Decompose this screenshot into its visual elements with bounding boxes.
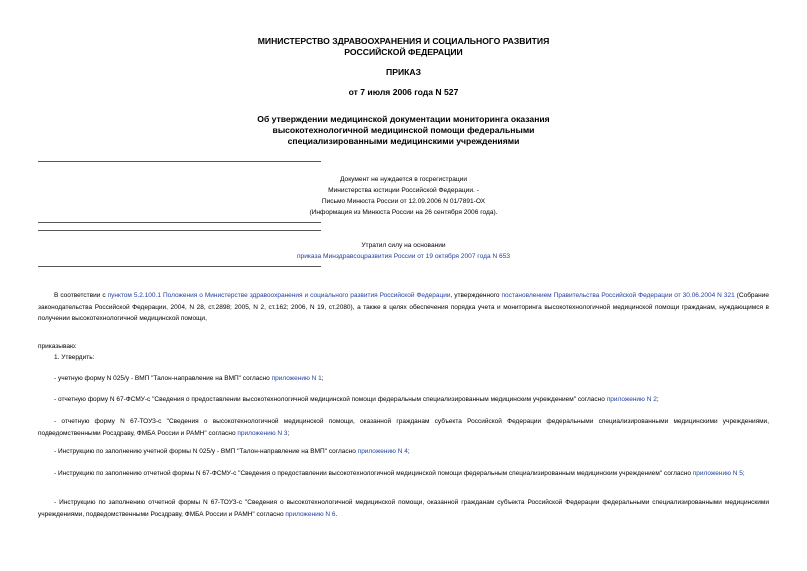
- doc-title-line-3: специализированными медицинскими учреждениями: [287, 136, 520, 146]
- ministry-line-2: РОССИЙСКОЙ ФЕДЕРАЦИИ: [344, 47, 463, 57]
- regulation-link[interactable]: пунктом 5.2.100.1 Положения о Министерстве здравоохранения и социального развития Российской Федерации: [107, 292, 451, 299]
- doc-title-line-2: высокотехнологичной медицинской помощи федеральными: [272, 125, 535, 135]
- appendix-link[interactable]: приложению N 4: [357, 448, 408, 455]
- appendix-link[interactable]: приложению N 6: [285, 510, 336, 518]
- repeal-order-link[interactable]: приказа Минздравсоцразвития России от 19 октября 2007 года N 653: [296, 253, 511, 260]
- divider: [38, 222, 321, 223]
- list-item: - отчетную форму N 67-ТОУЗ-с "Сведения о высокотехнологичной медицинской помощи, оказанной гражданам субъекта Российской Федерации федеральными специализированными медицинскими учреждениями, подведомственными Росздраву, ФМБА России и РАМН" согласно приложению N 3;: [38, 418, 769, 437]
- list-item: - Инструкцию по заполнению учетной формы N 025/у - ВМП "Талон-направление на ВМП" согласно приложению N 4;: [54, 448, 410, 455]
- order-word: приказываю:: [38, 343, 77, 350]
- note-line-2: Министерства юстиции Российской Федерации. -: [328, 187, 479, 194]
- appendix-link[interactable]: приложению N 5: [692, 470, 743, 477]
- ministry-line-1: МИНИСТЕРСТВО ЗДРАВООХРАНЕНИЯ И СОЦИАЛЬНОГО РАЗВИТИЯ: [257, 36, 550, 46]
- note-line-3: Письмо Минюста России от 12.09.2006 N 01/7891-ОХ: [321, 198, 486, 205]
- divider: [38, 266, 321, 267]
- doc-date-number: от 7 июля 2006 года N 527: [348, 87, 459, 97]
- appendix-link[interactable]: приложению N 3: [237, 429, 288, 437]
- divider: [38, 161, 321, 162]
- preamble-paragraph: В соответствии с пунктом 5.2.100.1 Положения о Министерстве здравоохранения и социального развития Российской Федерации, утвержденного постановлением Правительства Российской Федерации от 30.06.2004 N 321 (Собрание законодательства Российской Федерации, 2004, N 28, ст.2898; 2005, N 2, ст.162; 2006, N 19, ст.2080), а также в целях обеспечения порядка учета и мониторинга высокотехнологичной медицинской помощи гражданам, нуждающимся в получении высокотехнологичной медицинской помощи,: [38, 292, 769, 322]
- item-1: 1. Утвердить:: [54, 354, 95, 361]
- list-item: - учетную форму N 025/у - ВМП "Талон-направление на ВМП" согласно приложению N 1;: [54, 375, 324, 382]
- note-line-1: Документ не нуждается в госрегистрации: [339, 176, 468, 183]
- appendix-link[interactable]: приложению N 2: [606, 396, 657, 403]
- doc-title-line-1: Об утверждении медицинской документации мониторинга оказания: [257, 114, 550, 124]
- doc-type: ПРИКАЗ: [386, 67, 421, 77]
- status-line: Утратил силу на основании: [361, 242, 446, 249]
- list-item: - Инструкцию по заполнению отчетной формы N 67-ФСМУ-с "Сведения о предоставлении высокотехнологичной медицинской помощи федеральным специализированным медицинским учреждением" согласно приложению N 5;: [54, 470, 745, 477]
- list-item: - отчетную форму N 67-ФСМУ-с "Сведения о предоставлении высокотехнологичной медицинской помощи федеральным специализированным медицинским учреждением" согласно приложению N 2;: [54, 396, 659, 403]
- government-decree-link[interactable]: постановлением Правительства Российской Федерации от 30.06.2004 N 321: [501, 292, 735, 299]
- divider: [38, 230, 321, 231]
- note-line-4: (Информация из Минюста России на 26 сентября 2006 года).: [309, 209, 498, 216]
- list-item: - Инструкцию по заполнению отчетной формы N 67-ТОУЗ-с "Сведения о высокотехнологичной медицинской помощи, оказанной гражданам субъекта Российской Федерации федеральными специализированными медицинскими учреждениями, подведомственными Росздраву, ФМБА России и РАМН" согласно приложению N 6.: [38, 499, 769, 518]
- appendix-link[interactable]: приложению N 1: [271, 375, 322, 382]
